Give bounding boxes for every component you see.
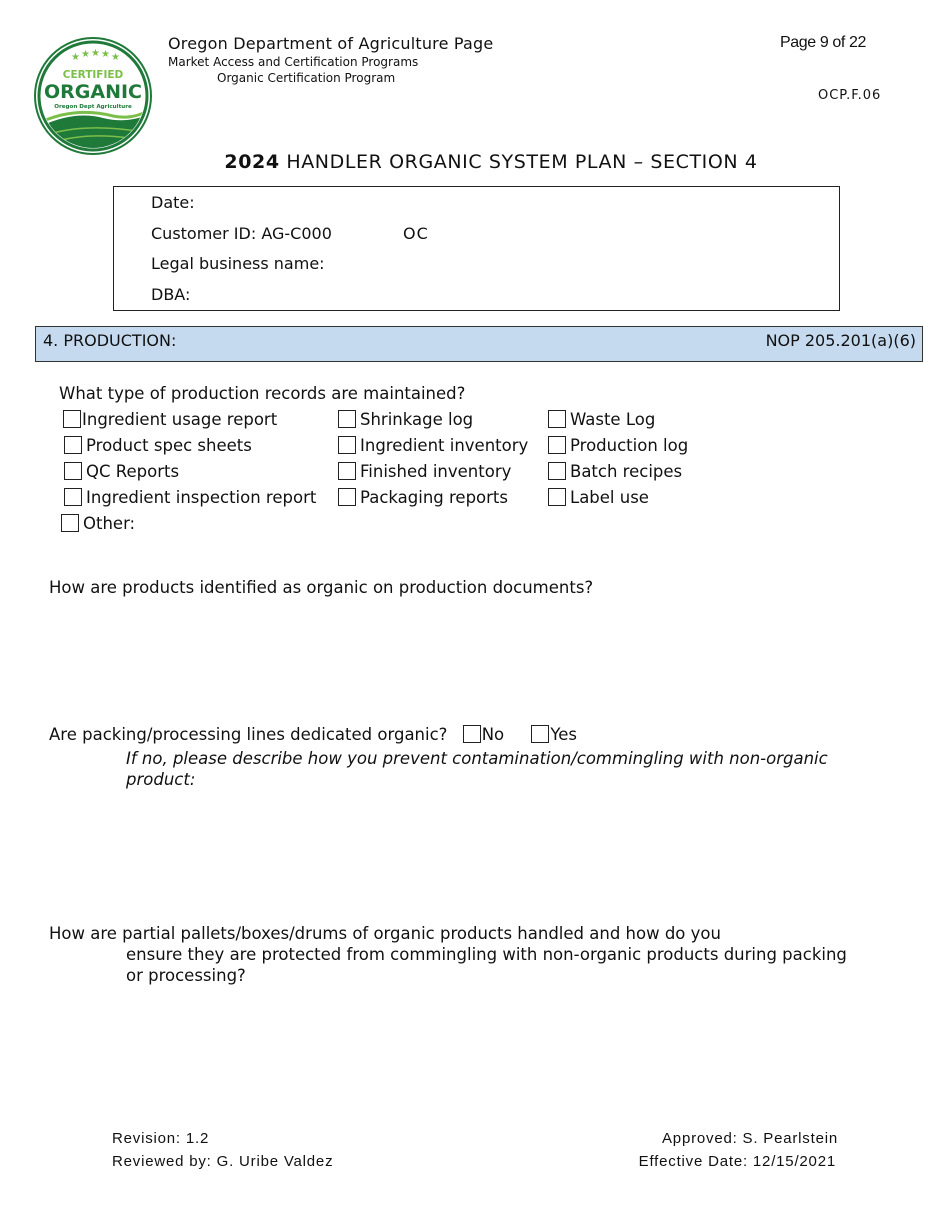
footer-reviewed-by: Reviewed by: G. Uribe Valdez bbox=[112, 1153, 334, 1170]
checkbox-box[interactable] bbox=[548, 410, 566, 428]
dedicated-lines-note: If no, please describe how you prevent contamination/commingling with non-organic product: bbox=[126, 749, 828, 789]
footer-effective-date: Effective Date: 12/15/2021 bbox=[638, 1153, 836, 1170]
svg-text:★: ★ bbox=[91, 48, 100, 59]
checkbox-box[interactable] bbox=[63, 410, 81, 428]
svg-text:★: ★ bbox=[71, 52, 80, 63]
svg-text:★: ★ bbox=[111, 52, 120, 63]
header-org: Oregon Department of Agriculture Page bbox=[168, 34, 494, 53]
checkbox-batch-recipes[interactable]: Batch recipes bbox=[548, 462, 682, 481]
svg-text:CERTIFIED: CERTIFIED bbox=[62, 69, 124, 81]
checkbox-box[interactable] bbox=[531, 725, 549, 743]
checkbox-box[interactable] bbox=[338, 436, 356, 454]
records-question: What type of production records are maintained? bbox=[59, 384, 466, 403]
dedicated-lines-label: Are packing/processing lines dedicated organic? bbox=[49, 725, 448, 744]
svg-text:★: ★ bbox=[81, 49, 90, 60]
checkbox-product-spec-sheets[interactable]: Product spec sheets bbox=[64, 436, 252, 455]
certified-organic-seal bbox=[33, 36, 153, 156]
checkbox-box[interactable] bbox=[463, 725, 481, 743]
section-header-bar bbox=[35, 326, 923, 362]
checkbox-yes[interactable]: Yes bbox=[531, 725, 577, 744]
partial-containers-question: How are partial pallets/boxes/drums of organic products handled and how do you ensure they are protected from commingling with non-organic products during packing or processing? bbox=[49, 924, 847, 985]
customer-id-suffix: OC bbox=[403, 224, 429, 243]
date-label: Date: bbox=[151, 193, 195, 212]
checkbox-box[interactable] bbox=[338, 488, 356, 506]
checkbox-box[interactable] bbox=[548, 462, 566, 480]
checkbox-box[interactable] bbox=[61, 514, 79, 532]
checkbox-box[interactable] bbox=[64, 488, 82, 506]
checkbox-box[interactable] bbox=[548, 488, 566, 506]
checkbox-packaging-reports[interactable]: Packaging reports bbox=[338, 488, 508, 507]
applicant-info-box bbox=[113, 186, 840, 311]
checkbox-ingredient-inventory[interactable]: Ingredient inventory bbox=[338, 436, 528, 455]
checkbox-no[interactable]: No bbox=[463, 725, 504, 744]
checkbox-ingredient-inspection-report[interactable]: Ingredient inspection report bbox=[64, 488, 316, 507]
form-number: OCP.F.06 bbox=[818, 88, 882, 103]
checkbox-shrinkage-log[interactable]: Shrinkage log bbox=[338, 410, 473, 429]
checkbox-waste-log[interactable]: Waste Log bbox=[548, 410, 655, 429]
checkbox-box[interactable] bbox=[338, 462, 356, 480]
footer-approved: Approved: S. Pearlstein bbox=[662, 1130, 838, 1147]
checkbox-box[interactable] bbox=[338, 410, 356, 428]
dba-label: DBA: bbox=[151, 285, 191, 304]
legal-name-label: Legal business name: bbox=[151, 254, 325, 273]
svg-text:★: ★ bbox=[101, 49, 110, 60]
checkbox-box[interactable] bbox=[64, 436, 82, 454]
checkbox-box[interactable] bbox=[64, 462, 82, 480]
page-number: Page 9 of 22 bbox=[780, 34, 866, 51]
checkbox-box[interactable] bbox=[548, 436, 566, 454]
header-program: Organic Certification Program bbox=[217, 71, 396, 85]
checkbox-ingredient-usage-report[interactable]: Ingredient usage report bbox=[63, 410, 277, 429]
dedicated-lines-question bbox=[49, 725, 577, 744]
svg-text:Oregon Dept Agriculture: Oregon Dept Agriculture bbox=[54, 104, 132, 110]
section-label: 4. PRODUCTION: bbox=[43, 331, 177, 350]
organic-identification-question: How are products identified as organic on production documents? bbox=[49, 578, 594, 597]
title-year: 2024 bbox=[224, 151, 280, 173]
checkbox-production-log[interactable]: Production log bbox=[548, 436, 688, 455]
checkbox-other[interactable]: Other: bbox=[61, 514, 135, 533]
checkbox-finished-inventory[interactable]: Finished inventory bbox=[338, 462, 511, 481]
svg-text:ORGANIC: ORGANIC bbox=[44, 81, 142, 103]
header-division: Market Access and Certification Programs bbox=[168, 55, 419, 69]
checkbox-qc-reports[interactable]: QC Reports bbox=[64, 462, 179, 481]
footer-revision: Revision: 1.2 bbox=[112, 1130, 210, 1147]
checkbox-label-use[interactable]: Label use bbox=[548, 488, 649, 507]
section-reference: NOP 205.201(a)(6) bbox=[765, 331, 916, 350]
title-text: HANDLER ORGANIC SYSTEM PLAN – SECTION 4 bbox=[279, 151, 758, 173]
customer-id-label: Customer ID: AG-C000 bbox=[151, 224, 332, 243]
page-title bbox=[0, 151, 950, 173]
